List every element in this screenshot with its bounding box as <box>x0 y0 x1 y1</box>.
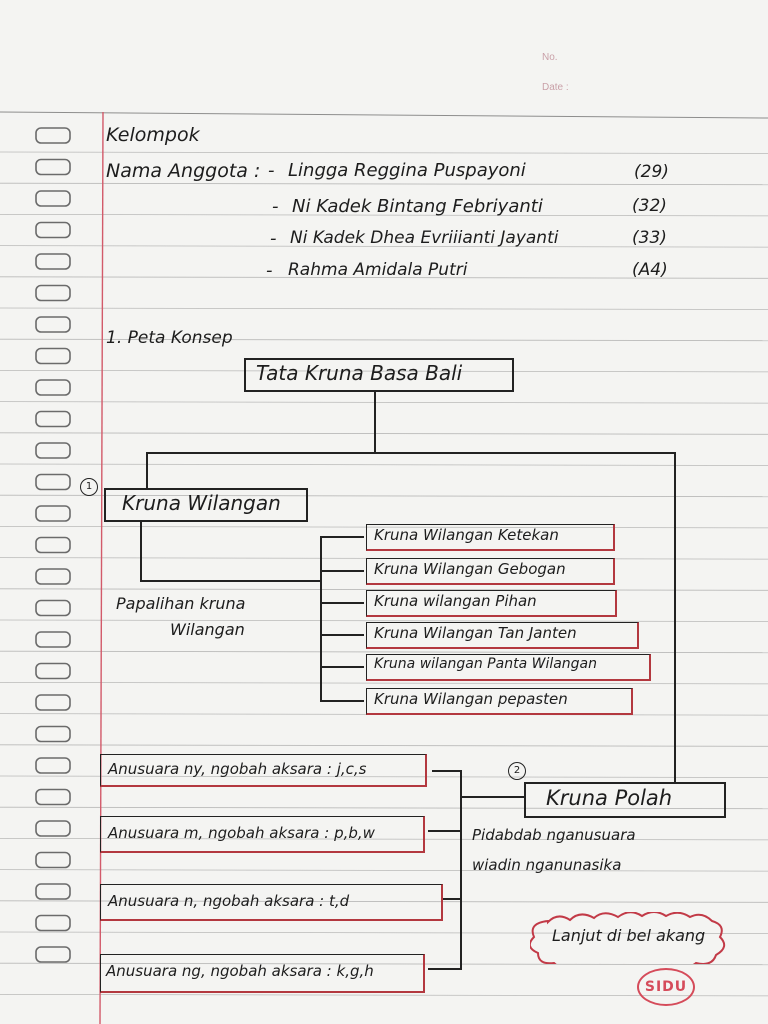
title: Kelompok <box>106 124 200 146</box>
marker-1: 1 <box>80 478 98 496</box>
anusuara-tick-1 <box>432 770 462 772</box>
wilangan-tick-6 <box>320 700 364 702</box>
anusuara-tick-2 <box>428 830 462 832</box>
no-label: No. <box>542 52 558 63</box>
polah-caption-2: wiadin nganunasika <box>472 856 622 874</box>
wilangan-item: Kruna wilangan Panta Wilangan <box>374 656 598 672</box>
root-label: Tata Kruna Basa Bali <box>256 361 463 385</box>
wilangan-item: Kruna wilangan Pihan <box>374 592 537 610</box>
polah-caption-1: Pidabdab nganusuara <box>472 826 636 844</box>
anusuara-item: Anusuara m, ngobah aksara : p,b,w <box>108 824 375 842</box>
wilangan-bracket-v <box>140 520 142 582</box>
kruna-polah-label: Kruna Polah <box>546 786 673 810</box>
wilangan-item: Kruna Wilangan Ketekan <box>374 526 559 544</box>
member-num-2: (32) <box>632 196 667 216</box>
anusuara-tick-3 <box>442 898 462 900</box>
marker-2: 2 <box>508 762 526 780</box>
dash-2: - <box>272 196 279 217</box>
member-name-1: Lingga Reggina Puspayoni <box>288 160 526 181</box>
kruna-wilangan-label: Kruna Wilangan <box>122 491 281 515</box>
member-name-4: Rahma Amidala Putri <box>288 260 468 280</box>
wilangan-tick-1 <box>320 536 364 538</box>
anusuara-item: Anusuara n, ngobah aksara : t,d <box>108 892 350 910</box>
right-drop <box>674 452 676 782</box>
wilangan-item: Kruna Wilangan Tan Janten <box>374 624 577 642</box>
root-connector <box>374 390 376 452</box>
wilangan-item: Kruna Wilangan Gebogan <box>374 560 566 578</box>
anusuara-item: Anusuara ny, ngobah aksara : j,c,s <box>108 760 367 778</box>
papalihan-caption-1: Papalihan kruna <box>116 594 246 613</box>
wilangan-tick-2 <box>320 570 364 572</box>
papalihan-caption-2: Wilangan <box>170 620 245 639</box>
continue-note: Lanjut di bel akang <box>552 926 706 945</box>
left-drop <box>146 452 148 488</box>
dash-1: - <box>268 160 275 181</box>
member-num-3: (33) <box>632 228 667 248</box>
wilangan-tick-4 <box>320 634 364 636</box>
member-name-2: Ni Kadek Bintang Febriyanti <box>292 196 543 217</box>
member-num-1: (29) <box>634 162 669 182</box>
anusuara-tick-4 <box>428 968 462 970</box>
wilangan-bracket-h <box>140 580 320 582</box>
sidu-logo: SIDU <box>637 968 695 1006</box>
dash-3: - <box>270 228 277 249</box>
polah-connector-h <box>460 796 524 798</box>
section-heading: 1. Peta Konsep <box>106 328 233 348</box>
members-label: Nama Anggota : <box>106 160 261 182</box>
wilangan-tick-5 <box>320 666 364 668</box>
anusuara-item: Anusuara ng, ngobah aksara : k,g,h <box>106 962 374 980</box>
anusuara-spine <box>460 770 462 970</box>
wilangan-spine <box>320 536 322 700</box>
wilangan-item: Kruna Wilangan pepasten <box>374 690 568 708</box>
date-label: Date : <box>542 82 569 93</box>
member-name-3: Ni Kadek Dhea Evriiianti Jayanti <box>290 228 559 248</box>
top-bar <box>146 452 676 454</box>
wilangan-tick-3 <box>320 602 364 604</box>
dash-4: - <box>266 260 273 281</box>
member-num-4: (A4) <box>632 260 668 280</box>
